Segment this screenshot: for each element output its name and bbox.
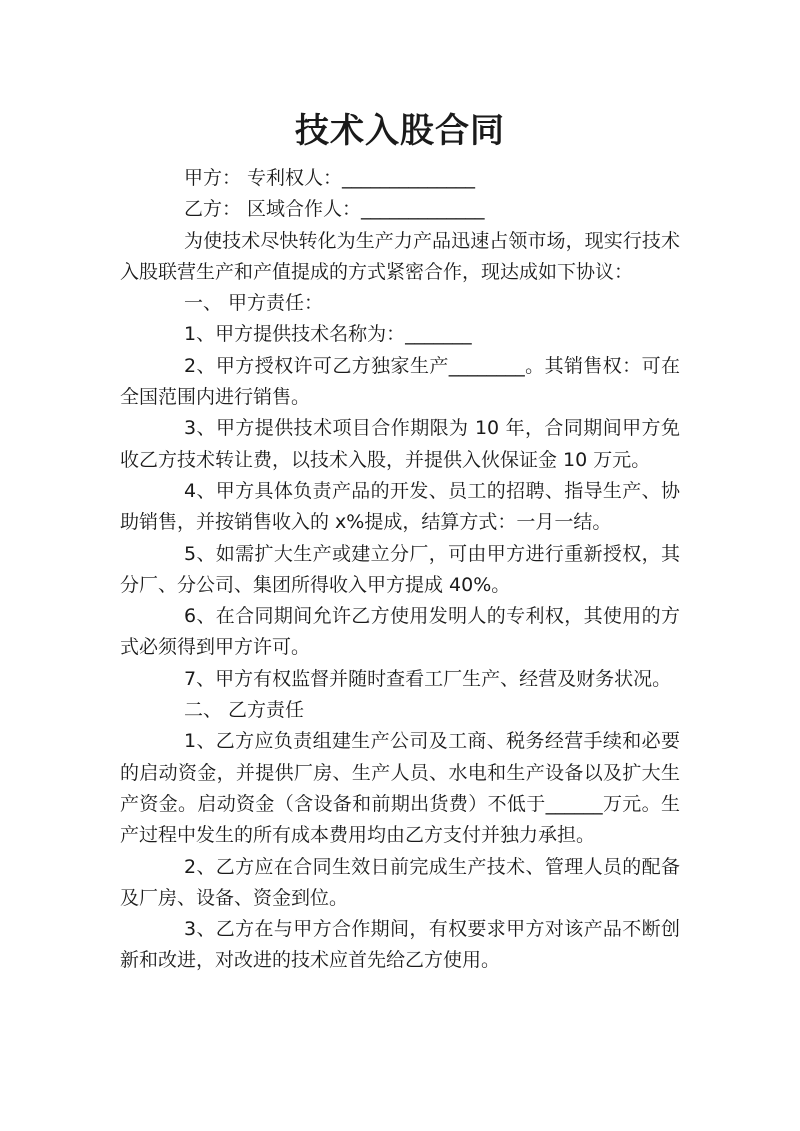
preamble-paragraph: 为使技术尽快转化为生产力产品迅速占领市场，现实行技术入股联营生产和产值提成的方式紧密合作，现达成如下协议：	[120, 229, 680, 283]
clause-a-2: 2、甲方授权许可乙方独家生产________。其销售权：可在全国范围内进行销售。	[120, 354, 680, 409]
clause-b-3: 3、乙方在与甲方合作期间，有权要求甲方对该产品不断创新和改进，对改进的技术应首先给乙方使用。	[120, 918, 680, 972]
clause-b-1: 1、乙方应负责组建生产公司及工商、税务经营手续和必要的启动资金，并提供厂房、生产人员、水电和生产设备以及扩大生产资金。启动资金（含设备和前期出货费）不低于______万元。生产过程中发生的所有成本费用均由乙方支付并独力承担。	[120, 730, 680, 847]
clause-a-4: 4、甲方具体负责产品的开发、员工的招聘、指导生产、协助销售，并按销售收入的 x%提成，结算方式：一月一结。	[120, 479, 680, 534]
document-body	[120, 163, 680, 977]
clause-a-5: 5、如需扩大生产或建立分厂，可由甲方进行重新授权，其分厂、分公司、集团所得收入甲方提成 40%。	[120, 542, 680, 596]
clause-a-1: 1、甲方提供技术名称为：_______	[184, 323, 472, 346]
clause-a-6: 6、在合同期间允许乙方使用发明人的专利权，其使用的方式必须得到甲方许可。	[120, 605, 680, 659]
clause-b-2: 2、乙方应在合同生效日前完成生产技术、管理人员的配备及厂房、设备、资金到位。	[120, 855, 680, 909]
section-heading-party-b: 二、 乙方责任	[184, 699, 305, 722]
party-b-line: 乙方： 区域合作人：_____________	[184, 198, 485, 221]
party-a-line: 甲方： 专利权人：______________	[184, 167, 476, 189]
clause-a-7: 7、甲方有权监督并随时查看工厂生产、经营及财务状况。	[184, 667, 672, 690]
section-heading-party-a: 一、 甲方责任：	[184, 292, 324, 315]
document-title: 技术入股合同	[295, 111, 505, 151]
clause-a-3: 3、甲方提供技术项目合作期限为 10 年，合同期间甲方免收乙方技术转让费，以技术入股，并提供入伙保证金 10 万元。	[120, 417, 680, 471]
